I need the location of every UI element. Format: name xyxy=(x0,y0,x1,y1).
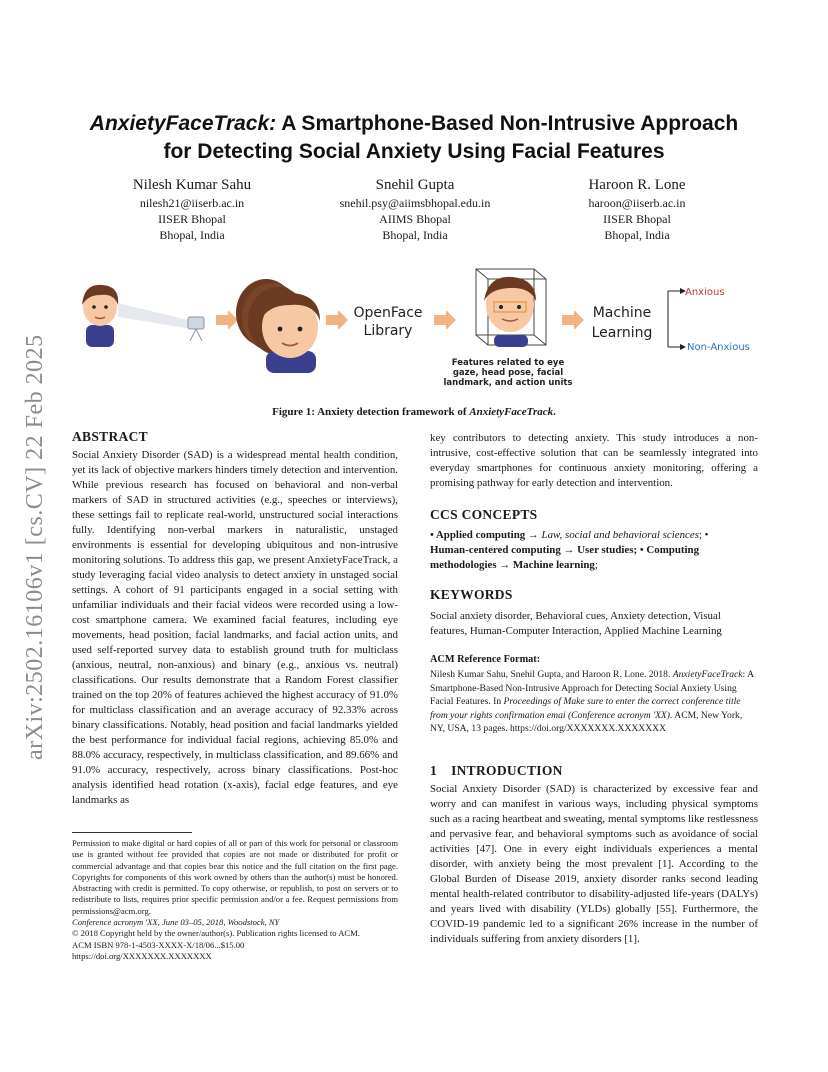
intro-heading xyxy=(430,763,758,779)
section-number: 1 xyxy=(430,763,438,778)
author-email: snehil.psy@aiimsbhopal.edu.in xyxy=(339,196,491,210)
caption-text: Figure 1: Anxiety detection framework of xyxy=(272,406,470,418)
flow-arrow-icon xyxy=(434,310,456,330)
ccs-term: → Machine learning xyxy=(496,559,595,571)
arxiv-identifier: arXiv:2502.16106v1 [cs.CV] 22 Feb 2025 xyxy=(22,334,48,760)
ref-proceedings: Proceedings of Make sure to enter the correct conference title from your rights confirmation emai (Conference acronym 'XX). xyxy=(430,696,741,721)
ml-label-line1: Machine xyxy=(592,305,652,321)
features-label-line2: gaze, head pose, facial xyxy=(452,368,564,378)
author-block-2 xyxy=(295,175,535,243)
author-location: Bhopal, India xyxy=(604,228,670,242)
footnote-rule xyxy=(72,832,192,833)
flow-arrow-icon xyxy=(326,310,348,330)
author-name: Haroon R. Lone xyxy=(588,177,686,193)
ccs-term: • Applied computing xyxy=(430,529,526,541)
ccs-heading: CCS CONCEPTS xyxy=(430,507,538,522)
ref-title-italic: AnxietyFaceTrack xyxy=(672,669,743,680)
camera-icon xyxy=(118,303,204,341)
intro-text: Social Anxiety Disorder (SAD) is characterized by excessive fear and worry and can manifest in various ways, including physical symptoms such as a racing heartbeat and sweating, mental symptoms like restlessness and pervasive fear, and behavioral symptoms such as avoidance of social activities [47]. One in every eight individuals experiences a mental disorder, with anxiety being the most prevalent [1]. According to the Global Burden of Disease 2019, anxiety disorder ranks second leading mental health-related contributor to disability-adjusted life-years (DALYs) and years lived with disability (YLDs) globally [55]. Furthermore, the COVID-19 pandemic led to a significant 26% increase in the number of individuals suffering from anxiety disorders [1]. xyxy=(430,783,758,945)
section-title: INTRODUCTION xyxy=(451,763,563,778)
ref-tail: ACM, New York, NY, USA, 13 pages. https://doi.org/XXXXXXX.XXXXXXX xyxy=(430,709,743,734)
framework-figure xyxy=(70,255,760,395)
ccs-term: ; • Computing xyxy=(633,544,700,556)
paper-title xyxy=(40,110,788,166)
author-location: Bhopal, India xyxy=(159,228,225,242)
author-email: haroon@iiserb.ac.in xyxy=(588,196,686,210)
title-italic: AnxietyFaceTrack: xyxy=(89,112,277,135)
ccs-concepts xyxy=(430,528,758,573)
features-label-line1: Features related to eye xyxy=(451,358,565,368)
ccs-sep: ; • xyxy=(698,529,709,541)
flow-arrow-icon xyxy=(562,310,584,330)
ccs-term: methodologies xyxy=(430,559,497,571)
abstract-continuation: key contributors to detecting anxiety. This study introduces a non-intrusive, cost-effective solution that can be seamlessly integrated into everyday smartphones for continuous anxiety monitoring, offering a promising pathway for early detection and intervention. xyxy=(430,432,758,489)
permission-notice: Permission to make digital or hard copies of all or part of this work for personal or classroom use is granted without fee provided that copies are not made or distributed for profit or commercial advantage and that copies bear this notice and the full citation on the first page. Copyrights for components of this work owned by others than the author(s) must be honored. Abstracting with credit is permitted. To copy otherwise, or republish, to post on servers or to redistribute to lists, requires prior specific permission and/or a fee. Request permissions from permissions@acm.org. xyxy=(72,838,398,916)
author-affiliation: IISER Bhopal xyxy=(158,212,226,226)
ref-title: : A Smartphone-Based Non-Intrusive Approach for Detecting Social Anxiety Using Facial Features. In xyxy=(430,669,754,707)
face-tracking-icon xyxy=(476,269,546,347)
doi-link[interactable]: https://doi.org/XXXXXXX.XXXXXXX xyxy=(72,950,212,961)
anxious-label: Anxious xyxy=(685,287,725,298)
ccs-term: Human-centered computing xyxy=(430,544,561,556)
author-email: nilesh21@iiserb.ac.in xyxy=(139,196,245,210)
title-line1: A Smartphone-Based Non-Intrusive Approach xyxy=(276,112,739,135)
flow-arrow-icon xyxy=(216,310,238,330)
caption-italic: AnxietyFaceTrack xyxy=(469,406,554,418)
framework-diagram xyxy=(70,255,760,395)
conference-info: Conference acronym 'XX, June 03–05, 2018, Woodstock, NY xyxy=(72,917,280,928)
ml-label-line2: Learning xyxy=(591,325,653,341)
classification-branch xyxy=(668,288,686,350)
title-line2: for Detecting Social Anxiety Using Facial Features xyxy=(163,140,665,163)
ccs-sep: ; xyxy=(594,559,598,571)
non-anxious-label: Non-Anxious xyxy=(687,342,750,353)
features-label-line3: landmark, and action units xyxy=(443,378,573,388)
abstract-text: Social Anxiety Disorder (SAD) is a widespread mental health condition, yet its lack of objective markers hinders timely detection and intervention. While previous research has focused on behavioral and non-verbal markers of SAD in structured activities (e.g., speeches or interviews), these settings fail to replicate real-world, unstructured social interactions fully. Identifying non-verbal markers in naturalistic, unstaged environments is essential for developing ubiquitous and non-intrusive monitoring solutions. To address this gap, we present AnxietyFaceTrack, a study leveraging facial video analysis to detect anxiety in unstaged social settings. A cohort of 91 participants engaged in a social setting with unfamiliar individuals and their facial videos were recorded using a low-cost smartphone camera. We examined facial features, including eye movements, head position, facial landmarks, and facial action units, and used self-reported survey data to establish ground truth for multiclass (anxious, neutral, non-anxious) and binary (e.g., anxious vs. neutral) classifications. Our results demonstrate that a Random Forest classifier trained on the top 20% of features achieved the highest accuracy of 91.0% for multiclass classification and an average accuracy of 92.33% across binary classifications. Notably, head position and facial landmarks yielded the best performance for individual facial regions, achieving 85.0% and 88.0% accuracy, respectively, in multiclass classification, and 89.66% and 91.0% accuracy, respectively, across binary classifications. Post-hoc analysis identified head rotation (x-axis), facial edge features, and eye landmarks as xyxy=(72,449,398,806)
figure-caption xyxy=(40,406,788,418)
author-location: Bhopal, India xyxy=(382,228,448,242)
isbn: ACM ISBN 978-1-4503-XXXX-X/18/06...$15.00 xyxy=(72,939,245,950)
openface-label-line2: Library xyxy=(363,323,413,339)
acm-ref-text xyxy=(430,668,758,736)
ccs-arrow: → xyxy=(525,529,542,541)
author-name: Nilesh Kumar Sahu xyxy=(132,177,252,193)
keywords-heading: KEYWORDS xyxy=(430,587,513,602)
ccs-term: Law, social and behavioral sciences xyxy=(541,529,699,541)
ccs-term: → User studies xyxy=(560,544,634,556)
acm-ref-heading: ACM Reference Format: xyxy=(430,654,541,665)
author-affiliation: IISER Bhopal xyxy=(603,212,671,226)
caption-suffix: . xyxy=(553,406,556,418)
author-block-1 xyxy=(72,175,312,243)
keywords-text: Social anxiety disorder, Behavioral cues, Anxiety detection, Visual features, Human-Computer Interaction, Applied Machine Learning xyxy=(430,610,722,637)
ref-authors: Nilesh Kumar Sahu, Snehil Gupta, and Haroon R. Lone. 2018. xyxy=(430,669,673,680)
author-name: Snehil Gupta xyxy=(375,177,455,193)
video-frames-icon xyxy=(236,279,320,373)
abstract-heading: ABSTRACT xyxy=(72,429,148,444)
author-affiliation: AIIMS Bhopal xyxy=(379,212,451,226)
permission-block xyxy=(72,838,398,962)
openface-label-line1: OpenFace xyxy=(353,305,423,321)
participant-icon xyxy=(82,285,118,347)
author-block-3 xyxy=(517,175,757,243)
copyright-notice: © 2018 Copyright held by the owner/author(s). Publication rights licensed to ACM. xyxy=(72,928,360,939)
